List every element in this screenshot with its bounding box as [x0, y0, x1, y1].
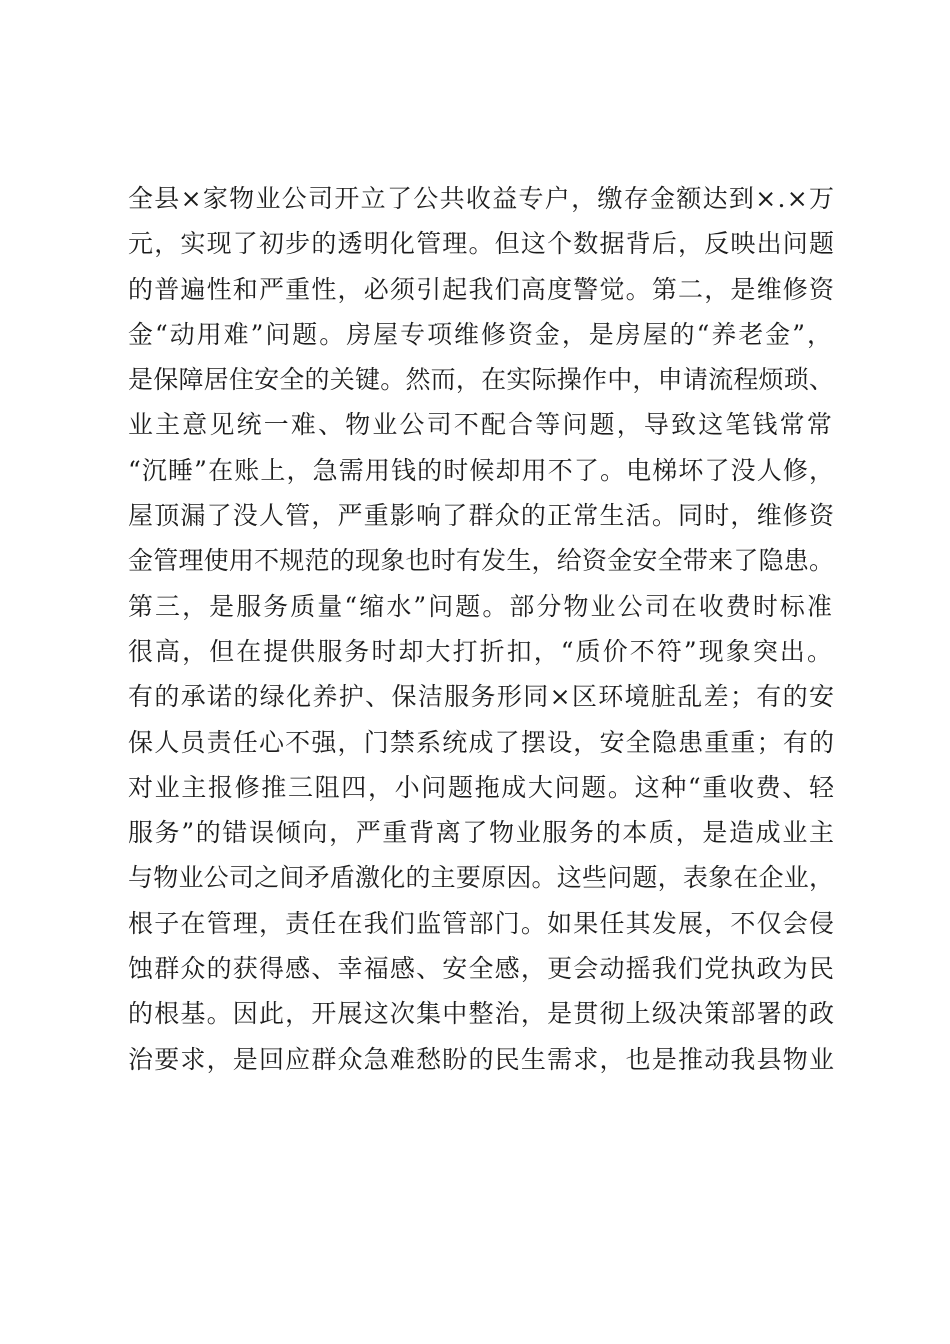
text-line: 的根基。因此，开展这次集中整治，是贯彻上级决策部署的政	[128, 999, 836, 1029]
text-line: 金管理使用不规范的现象也时有发生，给资金安全带来了隐患。	[128, 546, 835, 576]
body-text	[128, 184, 834, 1090]
text-line: 蚀群众的获得感、幸福感、安全感，更会动摇我们党执政为民	[128, 954, 836, 984]
text-line: 屋顶漏了没人管，严重影响了群众的正常生活。同时，维修资	[128, 501, 836, 531]
text-line: 治要求，是回应群众急难愁盼的民生需求，也是推动我县物业	[128, 1044, 836, 1074]
text-line: 对业主报修推三阻四，小问题拖成大问题。这种“重收费、轻	[128, 772, 836, 802]
text-line: 金“动用难”问题。房屋专项维修资金，是房屋的“养老金”，	[128, 319, 834, 349]
text-line: 第三，是服务质量“缩水”问题。部分物业公司在收费时标准	[128, 591, 834, 621]
text-line: 业主意见统一难、物业公司不配合等问题，导致这笔钱常常	[128, 410, 834, 440]
text-line: 全县×家物业公司开立了公共收益专户，缴存金额达到×.×万	[128, 184, 836, 213]
text-line: 保人员责任心不强，门禁系统成了摆设，安全隐患重重；有的	[128, 727, 836, 757]
text-line: 与物业公司之间矛盾激化的主要原因。这些问题，表象在企业，	[128, 863, 835, 893]
text-line: 的普遍性和严重性，必须引起我们高度警觉。第二，是维修资	[128, 274, 836, 304]
text-line: 是保障居住安全的关键。然而，在实际操作中，申请流程烦琐、	[128, 365, 835, 395]
text-line: 服务”的错误倾向，严重背离了物业服务的本质，是造成业主	[128, 818, 836, 848]
text-line: 根子在管理，责任在我们监管部门。如果任其发展，不仅会侵	[128, 908, 836, 938]
text-line: 很高，但在提供服务时却大打折扣，“质价不符”现象突出。	[128, 636, 834, 666]
text-line: 元，实现了初步的透明化管理。但这个数据背后，反映出问题	[128, 229, 836, 259]
text-line: 有的承诺的绿化养护、保洁服务形同×区环境脏乱差；有的安	[128, 682, 836, 712]
text-line: “沉睡”在账上，急需用钱的时候却用不了。电梯坏了没人修，	[128, 455, 836, 485]
